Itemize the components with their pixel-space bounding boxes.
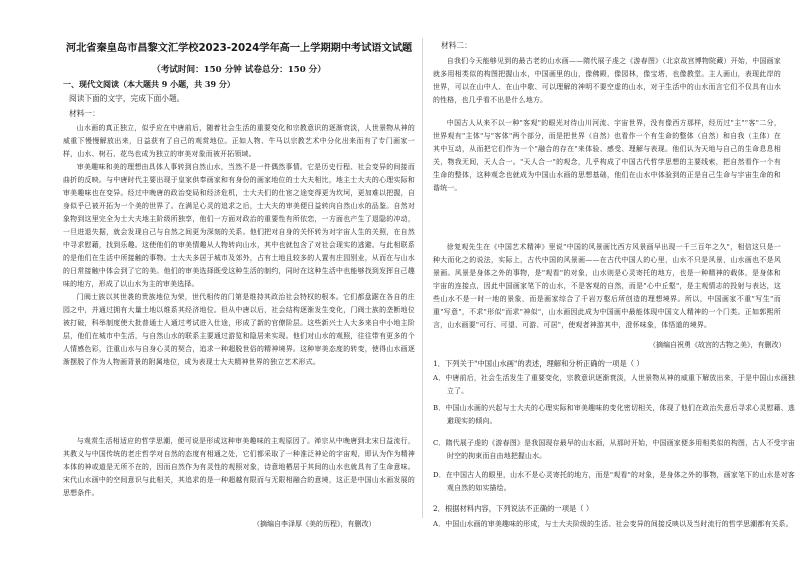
reading-instruction: 阅读下面的文字，完成下面小题。 (69, 94, 185, 103)
material-2-source: （摘编自祝勇《故宫的古物之美》，有删改） (649, 341, 786, 349)
question-1-option: C．隋代展子虔的《游春图》是我国现存最早的山水画，从那时开始，中国画家便多用相类似的构图，古人不受宇宙时空的拘束而自由地把握山水。 (433, 439, 795, 460)
question-1-stem: 1．下列关于"中国山水画"的表述，理解和分析正确的一项是（ ） (433, 359, 644, 368)
material-2-label: 材料二： (441, 41, 472, 50)
material-1-label: 材料一： (69, 109, 100, 118)
column-divider (422, 38, 423, 518)
material-1-source: （摘编自李泽厚《美的历程》，有删改） (253, 520, 376, 528)
question-2-stem: 2．根据材料内容，下列说法不正确的一项是（ ） (433, 504, 594, 513)
exam-info: （考试时间：150 分钟 试卷总分：150 分） (152, 65, 326, 75)
question-1-option: B．中国山水画的兴起与士大夫的心理实际和审美趣味的变化密切相关，体现了他们在政治失意后寻求心灵慰藉、逃避现实的倾向。 (433, 404, 795, 425)
material-2-paragraph: 自我们今天能够见到的最古老的山水画——隋代展子虔之《游春图》（北京故宫博物院藏）开始，中国画家就多用相类似的构图把握山水，中国画里的山，像佛殿，像园林，像宝塔，也像教堂。主人画山，表现此岸的世界，可以在山中人、在山中歌、可以理解的神明不要空虚的山水，对于生活中的山水而言它们不仅具有山水的性格，也几乎看不出是什么地方。 (433, 57, 781, 104)
material-1-paragraph: 与观赏生活相适应的哲学思潮，便可说是形成这种审美趣味的主观原因了。禅宗从中晚唐到北宋日益流行，其教义与中国传统的老庄哲学对自然的态度有相通之处，它们都采取了一种准泛神论的宇宙观，即认为作为精神本体的神或道是无所不在的，因而自然作为有灵性的观照对象，诗意地栖居于其间的山水也就具有了生命意味。宋代山水画中的空间意识与此相关，其追求的是一种超越有限而与无限相融合的意境，这正是中国山水画发展的思想条件。 (63, 437, 415, 497)
material-2-paragraph: 中国古人从来不以一种"客观"的眼光对待山川河流、宇宙世界，没有像西方那样，经历过"主""客"二分，世界观有"主体"与"客体"两个部分，而是把世界（自然）也看作一个有生命的整体（自然）和自我（主体）在其中互动，从而把它们作为一个"融合的存在"来体验、感受、理解与表现。他们认为天地与自己的生命息息相关，物我无间，天人合一。"天人合一"的观念，几乎构成了中国古代哲学思想的主要线索，把自然看作一个有生命的整体，这种观念也就成为中国山水画的思想基础，他们在山水中体验到的正是自己生命与宇宙生命的和谐统一。 (433, 119, 781, 192)
question-1-option: A．中唐前后，社会生活发生了重要变化，宗教意识逐渐衰淡，人世景物从神的威重下解放出来，于是中国山水画独立了。 (433, 374, 795, 395)
question-1-option: D．在中国古人的眼里，山水不是心灵寄托的地方，而是"观看"的对象，是身体之外的事物，画家笔下的山水是对客观自然的如实描绘。 (433, 471, 795, 492)
question-2-option: A．中国山水画的审美趣味的形成，与士大夫阶级的生活、社会变异的间接反映以及当时流行的哲学思潮都有关系。 (433, 520, 793, 528)
section-heading: 一、现代文阅读（本大题共 9 小题，共 39 分） (63, 79, 235, 89)
material-2-paragraph: 徐复观先生在《中国艺术精神》里说"中国的风景画比西方风景画早出现一千三百年之久"，相信这只是一种大而化之的说法，实际上，古代中国的风景画——在古代中国人的心里，山水不只是风景，山水画也不是风景画。风景是身体之外的事物，是"观看"的对象，山水则是心灵寄托的地方，也是一种精神的载体，是身体和宇宙的连接点，因此中国画家笔下的山水，不是客观的自然，而是"心中丘壑"，是主观情志的投射与表达，这些山水不是一时一地的景象，而是画家综合了千岩万壑后所创造的理想境界。所以，中国画家不重"写生"而重"写意"，不求"形似"而求"神似"，山水画因此成为中国画中最能体现中国文人精神的一个门类。正如郭熙所言，山水画要"可行、可望、可游、可居"，使观者神游其中，澄怀味象，体悟道的境界。 (433, 243, 781, 329)
exam-title: 河北省秦皇岛市昌黎文汇学校2023-2024学年高一上学期期中考试语文试题 (65, 42, 413, 54)
material-1-paragraph: 山水画的真正独立，似乎应在中唐前后，随着社会生活的重要变化和宗教意识的逐渐衰淡，人世景物从神的威重下慢慢解放出来，日益获有了自己的观赏地位。正如人物、牛马以宗教艺术中分化出来而有了专门画家一样，山水、树石、花鸟也成为独立的审美对象而被开拓领域。 (63, 124, 415, 158)
material-1-paragraph: 审美趣味和美的理想由具体人事转到自然山水，当然不是一件偶然事情。它是历史行程、社会变异的间接而曲折的反映。与中唐时代主要出现于皇家供奉画家和有身份的画家地位的士大夫相比，地主士大夫的心理实际和审美趣味也在变异。经过中晚唐的政治变局和经济危机，士大夫们的仕宦之途变得更为坎坷，更加难以把握，自身似乎已被开拓为一个美的世界了。在满足心灵的追求之后，士大夫的审美便日益转向自然山水的品鉴。自然对象物到这里完全为士大夫地主阶级所独享，他们一方面对政治的重要性有所依恋，一方面也产生了退隐的冲动，一旦进退失据，就会发现自己与自然之间更为深刻的关系。他们把对自身的关怀转为对宇宙人生的关照，在自然中寻求慰藉，找到乐趣。这使他们的审美情趣从人物转向山水，其中也就包含了对社会现实的逃避。与此相联系的是他们在生活中所接触的事物。士大夫多居于城市及郊外，占有土地且较多的人置有庄园别业，从而在与山水的日常接触中体会到了它的美。他们的审美选择既受这种生活的制约，同时在这种生活中也能够找到发挥自己趣味的地方，形成了以山水为主的审美选择。 (63, 163, 415, 288)
material-1-paragraph: 门阀士族以其世袭的贵族地位为荣，世代相传的门第是维持其政治社会特权的根本。它们都盘踞在各自的庄园之中，并通过拥有大量土地以维系其经济地位。但从中唐以后，社会结构逐渐发生变化，门阀士族的垄断地位被打破，科举制度使大批普通士人通过考试进入仕途，形成了新的官僚阶层。这些新兴士人大多来自中小地主阶层，他们在城市中生活，与自然山水的联系主要通过游览和隐居来实现。他们对山水的观照，往往带有更多的个人情感色彩，注重山水与自身心灵的契合，追求一种超脱世俗的精神境界。这种审美态度的转变，使得山水画逐渐摆脱了作为人物画背景的附属地位，成为表现士大夫精神世界的独立艺术形式。 (63, 293, 415, 366)
